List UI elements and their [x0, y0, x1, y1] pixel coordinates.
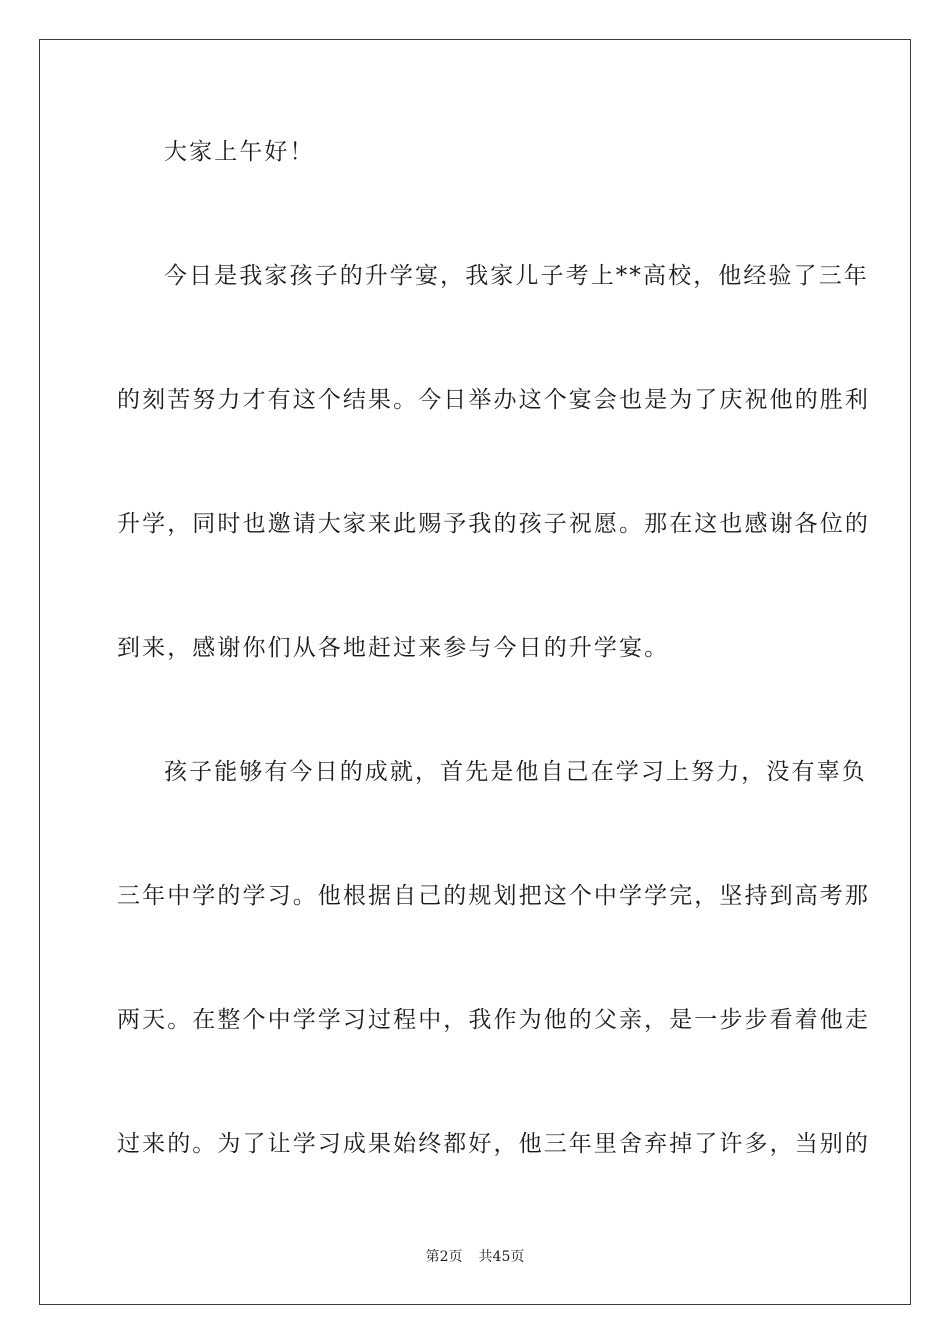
paragraph-line: 的刻苦努力才有这个结果。今日举办这个宴会也是为了庆祝他的胜利 [117, 387, 870, 413]
paragraph-line: 三年中学的学习。他根据自己的规划把这个中学学完，坚持到高考那 [117, 883, 870, 909]
paragraph-line: 过来的。为了让学习成果始终都好，他三年里舍弃掉了许多，当别的 [117, 1131, 870, 1157]
paragraph-line: 升学，同时也邀请大家来此赐予我的孩子祝愿。那在这也感谢各位的 [117, 511, 870, 537]
total-pages: 共45页 [478, 1249, 525, 1265]
paragraph-line: 今日是我家孩子的升学宴，我家儿子考上**高校，他经验了三年 [164, 263, 869, 289]
greeting-line: 大家上午好！ [164, 139, 315, 165]
paragraph-line: 两天。在整个中学学习过程中，我作为他的父亲，是一步步看着他走 [117, 1007, 870, 1033]
page-number: 第2页 [425, 1249, 463, 1265]
page-footer [0, 1248, 950, 1266]
page-frame [39, 39, 911, 1305]
paragraph-line: 孩子能够有今日的成就，首先是他自己在学习上努力，没有辜负 [164, 759, 867, 785]
paragraph-line: 到来，感谢你们从各地赶过来参与今日的升学宴。 [117, 635, 670, 661]
